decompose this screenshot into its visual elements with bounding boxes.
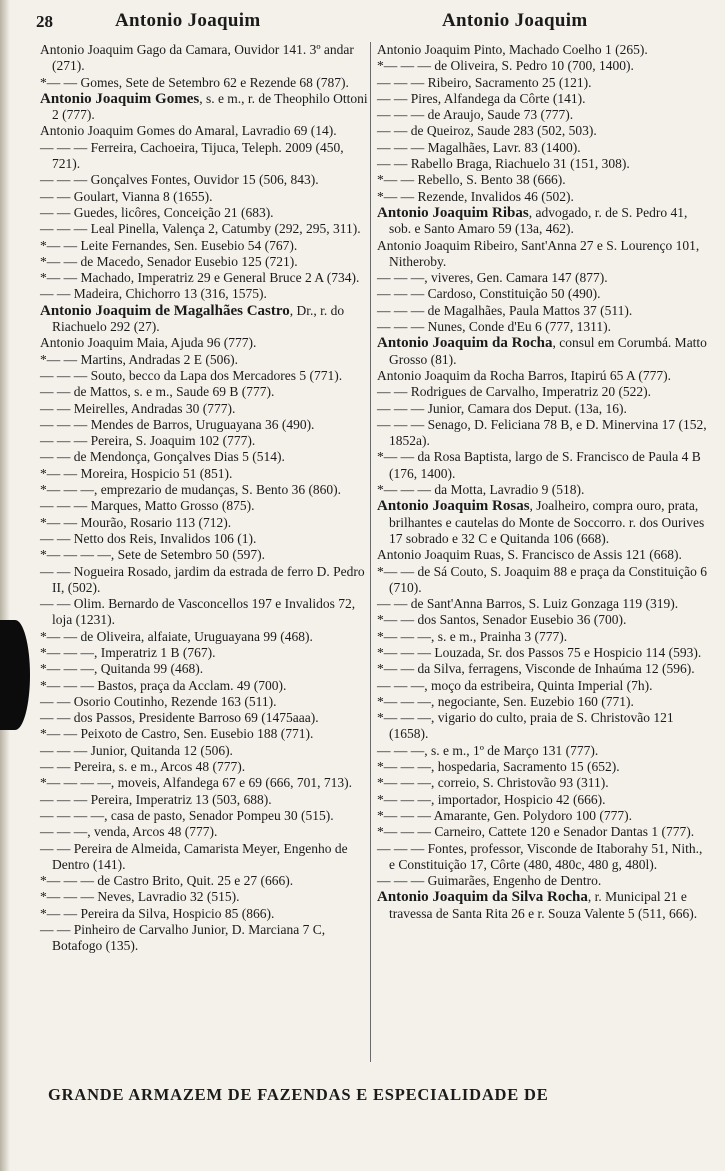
directory-entry: *— — Rezende, Invalidos 46 (502). <box>377 188 574 204</box>
directory-entry: *— — —, emprezario de mudanças, S. Bento 36 (860). <box>40 482 342 498</box>
directory-entry: — — — Senago, D. Feliciana 78 B, e D. Minervina 17 (152, 1852a). <box>377 416 707 449</box>
directory-entry: — — —, venda, Arcos 48 (777). <box>40 824 218 840</box>
directory-entry: *— — —, vigario do culto, praia de S. Christovão 121 (1658). <box>377 710 674 742</box>
page-number: 28 <box>36 12 53 31</box>
directory-entry: *— — Martins, Andradas 2 E (506). <box>40 351 238 367</box>
directory-entry: — — Guedes, licôres, Conceição 21 (683). <box>40 204 274 220</box>
column-divider <box>370 42 371 1062</box>
directory-entry: *— — Leite Fernandes, Sen. Eusebio 54 (767). <box>40 237 298 253</box>
directory-entry: — — Pereira de Almeida, Camarista Meyer, Engenho de Dentro (141). <box>40 840 348 872</box>
directory-entry: — — — Nunes, Conde d'Eu 6 (777, 1311). <box>377 319 612 335</box>
directory-entry: Antonio Joaquim Ribas, advogado, r. de S. Pedro 41, sob. e Santo Amaro 59 (13a, 462). <box>377 204 688 237</box>
directory-entry: — — — Pereira, Imperatriz 13 (503, 688). <box>40 791 272 807</box>
directory-entry: *— — Mourão, Rosario 113 (712). <box>40 514 232 530</box>
directory-entry: — — Pinheiro de Carvalho Junior, D. Marciana 7 C, Botafogo (135). <box>40 922 326 954</box>
directory-entry: *— — — —, moveis, Alfandega 67 e 69 (666, 701, 713). <box>40 775 352 791</box>
directory-entry: — — —, s. e m., 1º de Março 131 (777). <box>377 742 599 758</box>
directory-entry: Antonio Joaquim de Magalhães Castro, Dr., r. do Riachuelo 292 (27). <box>40 302 345 335</box>
footer-advertisement: GRANDE ARMAZEM DE FAZENDAS E ESPECIALIDADE DE <box>48 1085 549 1104</box>
directory-entry: — — Osorio Coutinho, Rezende 163 (511). <box>40 693 277 709</box>
directory-entry: *— — —, negociante, Sen. Euzebio 160 (771). <box>377 693 634 709</box>
ink-stain <box>0 620 30 730</box>
directory-entry: — — — Gonçalves Fontes, Ouvidor 15 (506, 843). <box>40 172 319 188</box>
directory-entry: *— — Rebello, S. Bento 38 (666). <box>377 172 566 188</box>
directory-entry: — — dos Passos, Presidente Barroso 69 (1475aaa). <box>40 710 319 726</box>
directory-entry: Antonio Joaquim Ribeiro, Sant'Anna 27 e S. Lourenço 101, Nitheroby. <box>377 237 700 269</box>
directory-entry: — — — Mendes de Barros, Uruguayana 36 (490). <box>40 416 315 432</box>
directory-entry: — — Meirelles, Andradas 30 (777). <box>40 400 236 416</box>
directory-entry: Antonio Joaquim Gago da Camara, Ouvidor 141. 3º andar (271). <box>40 42 354 74</box>
directory-entry: — — Netto dos Reis, Invalidos 106 (1). <box>40 530 257 546</box>
page-edge-shadow <box>0 0 10 1171</box>
directory-entry: *— — — Amarante, Gen. Polydoro 100 (777). <box>377 807 632 823</box>
running-head-left: Antonio Joaquim <box>115 10 261 31</box>
left-column <box>40 42 370 955</box>
directory-entry: — — Pereira, s. e m., Arcos 48 (777). <box>40 759 246 775</box>
directory-entry: Antonio Joaquim Gomes, s. e m., r. de Theophilo Ottoni 2 (777). <box>40 90 368 123</box>
right-column <box>377 42 710 922</box>
directory-entry: *— — Gomes, Sete de Setembro 62 e Rezende 68 (787). <box>40 74 349 90</box>
directory-entry: — — — —, casa de pasto, Senador Pompeu 30 (515). <box>40 807 334 823</box>
directory-entry: — — Goulart, Vianna 8 (1655). <box>40 188 213 204</box>
running-head-right: Antonio Joaquim <box>442 10 588 31</box>
directory-entry: *— — — Bastos, praça da Acclam. 49 (700). <box>40 677 287 693</box>
directory-entry: *— — — de Oliveira, S. Pedro 10 (700, 1400). <box>377 58 634 74</box>
directory-entry: — — Rabello Braga, Riachuelo 31 (151, 308). <box>377 156 630 172</box>
directory-entry: — — Rodrigues de Carvalho, Imperatriz 20 (522). <box>377 384 652 400</box>
directory-entry: — — — Marques, Matto Grosso (875). <box>40 498 255 514</box>
directory-entry: — — — Fontes, professor, Visconde de Itaborahy 51, Nith., e Constituição 17, Côrte (480, 480c, 480 g, 480l). <box>377 840 703 872</box>
directory-entry: *— — — Neves, Lavradio 32 (515). <box>40 889 240 905</box>
directory-entry: Antonio Joaquim da Rocha Barros, Itapirú 65 A (777). <box>377 367 671 383</box>
directory-entry: — — — Leal Pinella, Valença 2, Catumby (292, 295, 311). <box>40 221 361 237</box>
directory-entry: — — — Magalhães, Lavr. 83 (1400). <box>377 139 581 155</box>
directory-entry: — — — Ferreira, Cachoeira, Tijuca, Teleph. 2009 (450, 721). <box>40 139 344 172</box>
directory-entry: — — — Junior, Camara dos Deput. (13a, 16). <box>377 400 627 416</box>
directory-entry: — — Nogueira Rosado, jardim da estrada de ferro D. Pedro II, (502). <box>40 563 365 595</box>
directory-entry: — — — Junior, Quitanda 12 (506). <box>40 742 233 758</box>
directory-entry: *— — —, hospedaria, Sacramento 15 (652). <box>377 759 620 775</box>
directory-entry: *— — —, correio, S. Christovão 93 (311). <box>377 775 609 791</box>
directory-entry: — — — Pereira, S. Joaquim 102 (777). <box>40 433 256 449</box>
directory-entry: Antonio Joaquim Ruas, S. Francisco de Assis 121 (668). <box>377 547 682 563</box>
directory-entry: — — Madeira, Chichorro 13 (316, 1575). <box>40 286 267 302</box>
directory-entry: — — de Queiroz, Saude 283 (502, 503). <box>377 123 597 139</box>
directory-entry: *— — dos Santos, Senador Eusebio 36 (700). <box>377 612 627 628</box>
directory-entry: — — de Sant'Anna Barros, S. Luiz Gonzaga 119 (319). <box>377 596 679 612</box>
directory-entry: — — — de Magalhães, Paula Mattos 37 (511). <box>377 302 633 318</box>
directory-entry: — — — Guimarães, Engenho de Dentro. <box>377 873 602 889</box>
directory-entry: *— — Pereira da Silva, Hospicio 85 (866). <box>40 905 275 921</box>
directory-entry: *— — — da Motta, Lavradio 9 (518). <box>377 482 585 498</box>
directory-entry: *— — — Louzada, Sr. dos Passos 75 e Hospicio 114 (593). <box>377 644 702 660</box>
directory-entry: — — —, moço da estribeira, Quinta Imperial (7h). <box>377 677 653 693</box>
directory-entry: *— — —, Quitanda 99 (468). <box>40 661 204 677</box>
directory-entry: *— — Machado, Imperatriz 29 e General Bruce 2 A (734). <box>40 270 360 286</box>
directory-entry: *— — Peixoto de Castro, Sen. Eusebio 188 (771). <box>40 726 314 742</box>
directory-entry: Antonio Joaquim Pinto, Machado Coelho 1 (265). <box>377 42 648 57</box>
directory-entry: *— — —, importador, Hospicio 42 (666). <box>377 791 606 807</box>
directory-entry: *— — da Rosa Baptista, largo de S. Francisco de Paula 4 B (176, 1400). <box>377 449 701 481</box>
directory-entry: — — — Cardoso, Constituição 50 (490). <box>377 286 601 302</box>
directory-entry: Antonio Joaquim Gomes do Amaral, Lavradio 69 (14). <box>40 123 337 139</box>
directory-entry: — — — de Araujo, Saude 73 (777). <box>377 107 574 123</box>
directory-entry: — — de Mendonça, Gonçalves Dias 5 (514). <box>40 449 285 465</box>
directory-entry: Antonio Joaquim da Rocha, consul em Corumbá. Matto Grosso (81). <box>377 335 707 367</box>
directory-entry: *— — — Carneiro, Cattete 120 e Senador Dantas 1 (777). <box>377 824 695 840</box>
directory-entry: *— — —, Imperatriz 1 B (767). <box>40 644 216 660</box>
directory-entry: — — Pires, Alfandega da Côrte (141). <box>377 90 586 106</box>
directory-entry: — — —, viveres, Gen. Camara 147 (877). <box>377 270 608 286</box>
directory-entry: — — Olim. Bernardo de Vasconcellos 197 e Invalidos 72, loja (1231). <box>40 596 356 628</box>
directory-entry: *— — — —, Sete de Setembro 50 (597). <box>40 547 265 563</box>
directory-entry: — — — Ribeiro, Sacramento 25 (121). <box>377 74 592 90</box>
directory-entry: Antonio Joaquim da Silva Rocha, r. Municipal 21 e travessa de Santa Rita 26 e r. Souza Valente 5 (511, 666). <box>377 889 698 921</box>
directory-entry: Antonio Joaquim Maia, Ajuda 96 (777). <box>40 335 257 351</box>
directory-entry: — — — Souto, becco da Lapa dos Mercadores 5 (771). <box>40 367 343 383</box>
directory-entry: *— — — de Castro Brito, Quit. 25 e 27 (666). <box>40 873 294 889</box>
directory-entry: *— — de Macedo, Senador Eusebio 125 (721). <box>40 253 298 269</box>
directory-entry: *— — —, s. e m., Prainha 3 (777). <box>377 628 568 644</box>
directory-entry: *— — Moreira, Hospicio 51 (851). <box>40 465 233 481</box>
directory-entry: — — de Mattos, s. e m., Saude 69 B (777). <box>40 384 275 400</box>
directory-entry: *— — de Oliveira, alfaiate, Uruguayana 99 (468). <box>40 628 313 644</box>
directory-entry: Antonio Joaquim Rosas, Joalheiro, compra ouro, prata, brilhantes e cautelas do Monte de Soccorro. r. dos Ourives 17 sobrado e 32 C e Quitanda 106 (668). <box>377 498 705 546</box>
directory-entry: *— — da Silva, ferragens, Visconde de Inhaúma 12 (596). <box>377 661 695 677</box>
directory-entry: *— — de Sá Couto, S. Joaquim 88 e praça da Constituição 6 (710). <box>377 563 707 595</box>
